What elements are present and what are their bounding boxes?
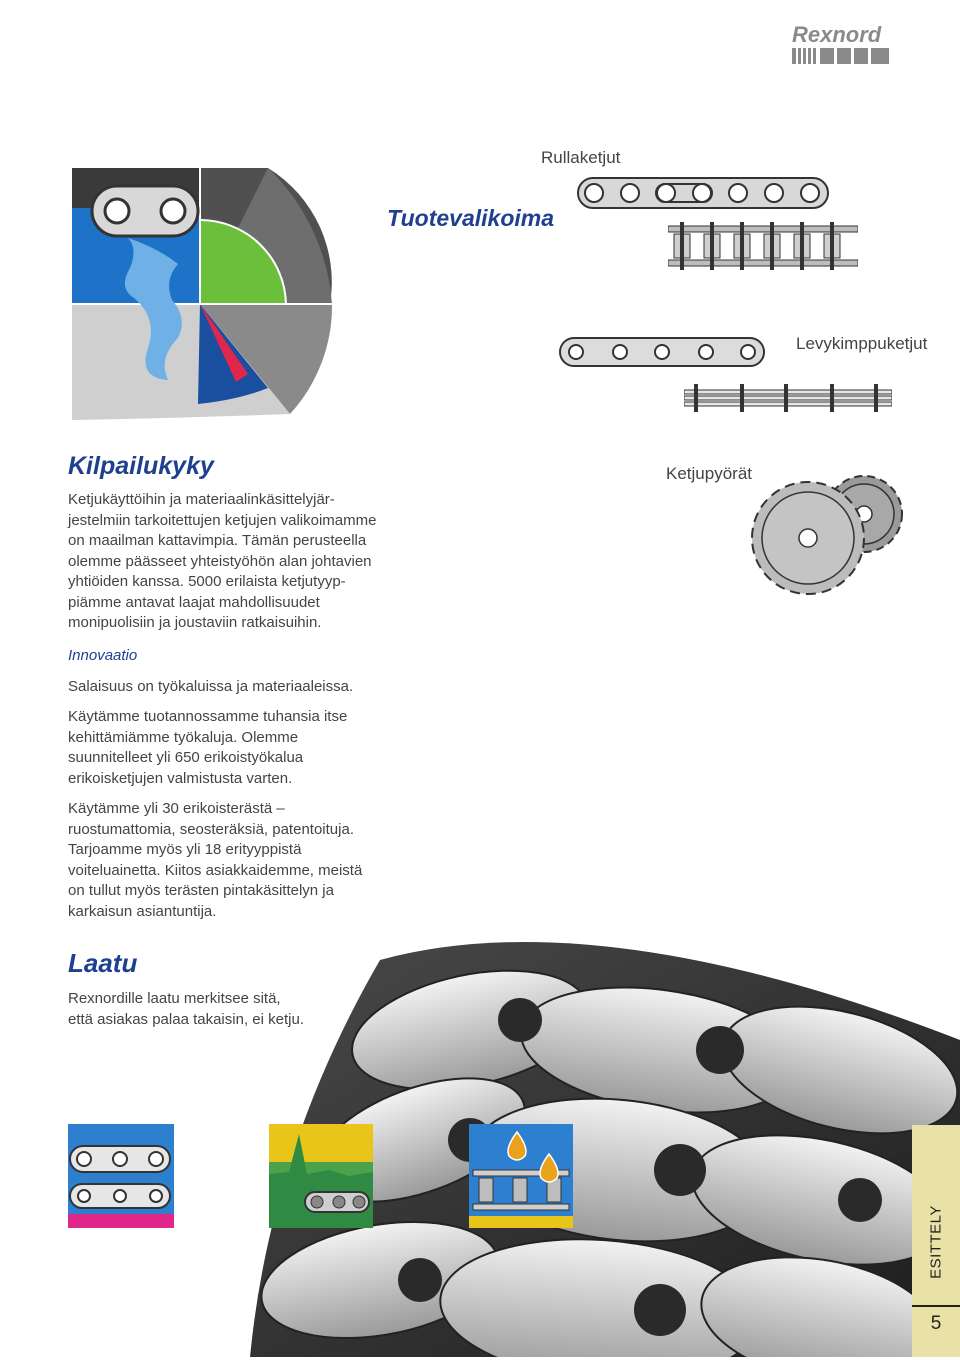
section-tab-divider (912, 1305, 960, 1307)
product-range-diagram (68, 168, 334, 420)
section-tab-label: ESITTELY (927, 1205, 945, 1279)
text-line: suunnitelleet yli 650 erikoistyökalua (68, 749, 304, 766)
rexnord-logo (790, 20, 895, 68)
text-line: erikoisketjujen valmistusta varten. (68, 769, 293, 787)
leaf-chains-label: Levykimppuketjut (796, 334, 928, 353)
text-line: Tarjoamme myös yli 18 erityyppistä (68, 841, 302, 858)
roller-chain-image (576, 172, 832, 214)
text-line: että asiakas palaa takaisin, ei ketju. (68, 1010, 304, 1028)
section-title: Tuotevalikoima (387, 205, 555, 231)
innovation-paragraph-1: Salaisuus on työkaluissa ja materiaaleissa. (68, 678, 354, 695)
quality-paragraph (68, 989, 328, 1030)
text-line: monipuolisiin ja joustaviin ratkaisuihin. (68, 614, 322, 631)
sprockets-label: Ketjupyörät (666, 464, 752, 483)
svg-text:Rexnord: Rexnord (792, 22, 882, 47)
innovation-heading: Innovaatio (68, 647, 138, 664)
text-line: on tullut myös terästen pintakäsittelyn ja (68, 882, 334, 899)
text-line: olemme päässeet yhteistyöhön alan johtavien (68, 552, 372, 570)
text-line: piämme antavat laajat mahdollisuudet (68, 593, 320, 611)
text-line: yhtiöiden kanssa. 5000 erilaista ketjutyyp- (68, 573, 346, 590)
roller-chain-top-image (668, 222, 858, 270)
text-line: voiteluainetta. Kiitos asiakkaidemme, meistä (68, 861, 363, 879)
text-line: Käytämme tuotannossamme tuhansia itse (68, 708, 348, 725)
competitiveness-heading: Kilpailukyky (68, 452, 214, 480)
sprockets-image (744, 462, 904, 596)
text-line: Käytämme yli 30 erikoisterästä – (68, 800, 285, 817)
text-line: ruostumattomia, seosteräksiä, patentoituja. (68, 820, 354, 838)
page-number: 5 (930, 1313, 942, 1334)
quality-heading: Laatu (68, 948, 138, 978)
text-line: on maailman kattavimpia. Tämän perusteella (68, 532, 367, 549)
roller-chains-label: Rullaketjut (541, 148, 621, 167)
text-line: karkaisun asiantuntija. (68, 902, 217, 920)
text-line: Rexnordille laatu merkitsee sitä, (68, 990, 281, 1007)
landscape-chain-icon (269, 1124, 373, 1228)
leaf-chain-top-image (684, 384, 892, 412)
text-line: kehittämiämme työkaluja. Olemme (68, 728, 299, 746)
chain-pictogram-icon (68, 1124, 174, 1228)
competitiveness-paragraph (68, 490, 388, 634)
innovation-paragraph-2 (68, 707, 388, 789)
leaf-chain-image (558, 334, 768, 370)
section-tab (912, 1125, 960, 1357)
text-line: Ketjukäyttöihin ja materiaalinkäsittelyjär- (68, 491, 335, 508)
text-line: jestelmiin tarkoitettujen ketjujen valikoimamme (68, 511, 377, 529)
oil-drop-chain-icon (469, 1124, 573, 1228)
